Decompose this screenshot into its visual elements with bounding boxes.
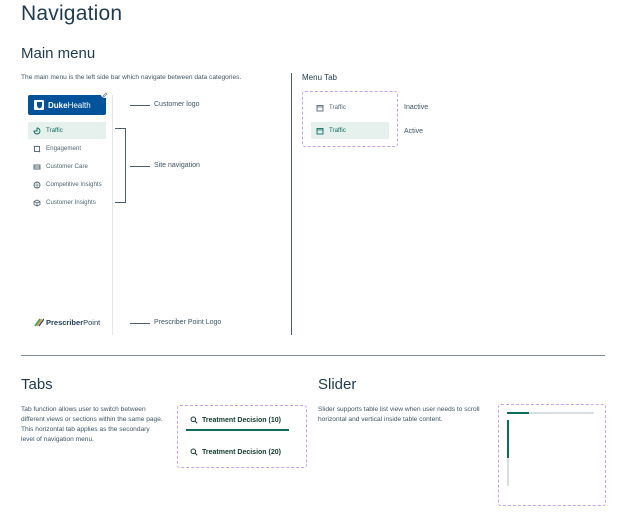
- search-icon: [190, 416, 198, 424]
- edit-icon[interactable]: [101, 91, 108, 98]
- sidebar-divider: [112, 95, 113, 335]
- slider-description: Slider supports table list view when user needs to scroll horizontal and vertical inside table content.: [318, 406, 480, 423]
- box-icon: [32, 198, 41, 207]
- logo-text-bold: Duke: [48, 100, 68, 110]
- annotation-line-prescriber: [130, 323, 150, 324]
- main-menu-description: The main menu is the left side bar which navigate between data categories.: [21, 74, 242, 81]
- customer-logo[interactable]: [28, 95, 106, 115]
- insights-icon: [32, 180, 41, 189]
- sidebar-item-competitive-insights[interactable]: [28, 176, 106, 193]
- sidebar-item-traffic[interactable]: [28, 122, 106, 139]
- tab-treatment-decision-10[interactable]: [190, 416, 281, 424]
- active-tab-underline: [186, 429, 289, 431]
- sidebar-item-customer-insights[interactable]: [28, 194, 106, 211]
- prescriber-mark-icon: [34, 318, 44, 327]
- tab-label: Treatment Decision (20): [202, 448, 281, 456]
- sidebar-item-label: Engagement: [46, 145, 82, 152]
- menu-tab-inactive[interactable]: [311, 99, 389, 116]
- sidebar-item-customer-care[interactable]: [28, 158, 106, 175]
- site-navigation-bracket: [115, 128, 126, 203]
- slider-heading: Slider: [318, 376, 357, 393]
- logo-text-rest: Health: [67, 100, 91, 110]
- calendar-icon: [315, 126, 324, 135]
- annotation-site-navigation: Site navigation: [154, 162, 200, 169]
- duke-shield-icon: [34, 100, 44, 110]
- engagement-icon: [32, 144, 41, 153]
- sidebar-item-label: Competitive Insights: [46, 181, 102, 188]
- tab-label: Treatment Decision (10): [202, 416, 281, 424]
- prescriber-logo-bold: Prescriber: [46, 318, 84, 327]
- tab-treatment-decision-20[interactable]: [190, 448, 281, 456]
- chart-icon: [32, 126, 41, 135]
- annotation-line-logo: [130, 105, 150, 106]
- tabs-heading: Tabs: [21, 376, 53, 393]
- menu-tab-inactive-label: Traffic: [329, 104, 346, 111]
- annotation-customer-logo: Customer logo: [154, 101, 200, 108]
- menu-tab-heading: Menu Tab: [302, 73, 337, 82]
- tabs-description: Tab function allows user to switch between different views or sections within the same page. This horizontal tab applies as the secondary level of navigation menu.: [21, 406, 163, 443]
- prescriber-logo-rest: Point: [83, 318, 101, 327]
- care-icon: [32, 162, 41, 171]
- sidebar-item-label: Customer Insights: [46, 199, 96, 206]
- slider-demo: [498, 404, 606, 506]
- annotation-prescriber-logo: Prescriber Point Logo: [154, 319, 222, 326]
- sidebar-item-engagement[interactable]: [28, 140, 106, 157]
- horizontal-scroll-thumb[interactable]: [507, 412, 529, 414]
- section-divider-horizontal: [21, 355, 605, 356]
- tabs-demo: [177, 405, 307, 468]
- annotation-line-nav: [130, 166, 150, 167]
- calendar-icon: [315, 103, 324, 112]
- prescriber-point-logo: [34, 318, 100, 327]
- menu-tab-active-label: Traffic: [329, 127, 346, 134]
- main-menu-heading: Main menu: [21, 45, 96, 62]
- sidebar-item-label: Customer Care: [46, 163, 88, 170]
- page-title: Navigation: [21, 2, 123, 25]
- section-divider-vertical: [291, 73, 292, 335]
- inactive-label: Inactive: [404, 104, 429, 111]
- menu-tab-active[interactable]: [311, 122, 389, 139]
- search-icon: [190, 448, 198, 456]
- vertical-scroll-thumb[interactable]: [507, 420, 509, 458]
- active-label: Active: [404, 128, 424, 135]
- sidebar-item-label: Traffic: [46, 127, 63, 134]
